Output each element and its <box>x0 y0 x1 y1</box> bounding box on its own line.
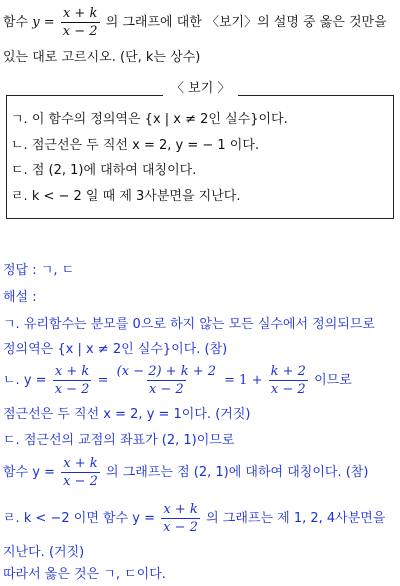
explanation-line-1: ㄱ. 유리함수는 분모를 0으로 하지 않는 모든 실수에서 정의되므로 <box>3 317 375 332</box>
explanation-line-5: ㄷ. 점근선의 교점의 좌표가 (2, 1)이므로 <box>3 433 235 448</box>
l7-fraction-denominator: x − 2 <box>163 520 198 535</box>
explanation-line-6 <box>3 456 368 489</box>
explanation-l6-suffix: 의 그래프는 점 (2, 1)에 대하여 대칭이다. (참) <box>106 465 369 480</box>
question-text-line-1: 의 그래프에 대한 〈보기〉의 설명 중 옳은 것만을 <box>105 15 387 30</box>
box-item-2: ㄴ. 점근선은 두 직선 x = 2, y = − 1 이다. <box>11 138 260 153</box>
explanation-line-4: 점근선은 두 직선 x = 2, y = 1이다. (거짓) <box>3 407 251 422</box>
explanation-l3-fraction-1 <box>53 364 92 397</box>
l3-fraction-3-numerator: k + 2 <box>270 364 306 379</box>
question-fraction <box>61 6 100 39</box>
explanation-l3-fraction-2 <box>115 364 218 397</box>
explanation-title: 해설 : <box>3 290 37 305</box>
explanation-l3-suffix: 이므로 <box>314 373 352 388</box>
l3-fraction-1-denominator: x − 2 <box>54 382 90 397</box>
explanation-line-3 <box>3 364 352 397</box>
l6-fraction-denominator: x − 2 <box>63 474 98 489</box>
box-item-1: ㄱ. 이 함수의 정의역은 {x | x ≠ 2인 실수}이다. <box>11 112 288 127</box>
answer-label: 정답 : ㄱ, ㄷ <box>3 263 75 278</box>
explanation-l3-fraction-3 <box>269 364 308 397</box>
explanation-l7-fraction <box>161 502 200 535</box>
explanation-line-7 <box>3 502 385 535</box>
explanation-l3-prefix: ㄴ. y = <box>3 373 47 388</box>
question-function-lhs: y = <box>32 15 55 30</box>
explanation-l7-prefix: ㄹ. k < −2 이면 함수 y = <box>3 511 156 526</box>
explanation-l3-middle: = 1 + <box>224 373 263 388</box>
explanation-l7-suffix: 의 그래프는 제 1, 2, 4사분면을 <box>206 511 386 526</box>
explanation-l6-fraction <box>61 456 100 489</box>
l6-fraction-numerator: x + k <box>63 456 98 471</box>
explanation-l3-equals: = <box>97 373 109 388</box>
example-box-title: 〈 보기 〉 <box>163 80 238 98</box>
l3-fraction-1-numerator: x + k <box>54 364 90 379</box>
l7-fraction-numerator: x + k <box>163 502 198 517</box>
question-line-2: 있는 대로 고르시오. (단, k는 상수) <box>3 50 201 65</box>
explanation-l6-prefix: 함수 y = <box>3 465 55 480</box>
explanation-line-9: 따라서 옳은 것은 ㄱ, ㄷ이다. <box>3 567 166 582</box>
l3-fraction-3-denominator: x − 2 <box>270 382 306 397</box>
explanation-line-8: 지난다. (거짓) <box>3 545 85 560</box>
question-fraction-denominator: x − 2 <box>62 24 98 39</box>
l3-fraction-2-denominator: x − 2 <box>148 382 184 397</box>
question-fraction-numerator: x + k <box>62 6 98 21</box>
question-prefix: 함수 <box>3 15 29 30</box>
question-line-1 <box>3 6 387 39</box>
box-item-3: ㄷ. 점 (2, 1)에 대하여 대칭이다. <box>11 163 197 178</box>
box-item-4: ㄹ. k < − 2 일 때 제 3사분면을 지난다. <box>11 189 241 204</box>
l3-fraction-2-numerator: (x − 2) + k + 2 <box>116 364 217 379</box>
explanation-line-2: 정의역은 {x | x ≠ 2인 실수}이다. (참) <box>3 342 228 357</box>
